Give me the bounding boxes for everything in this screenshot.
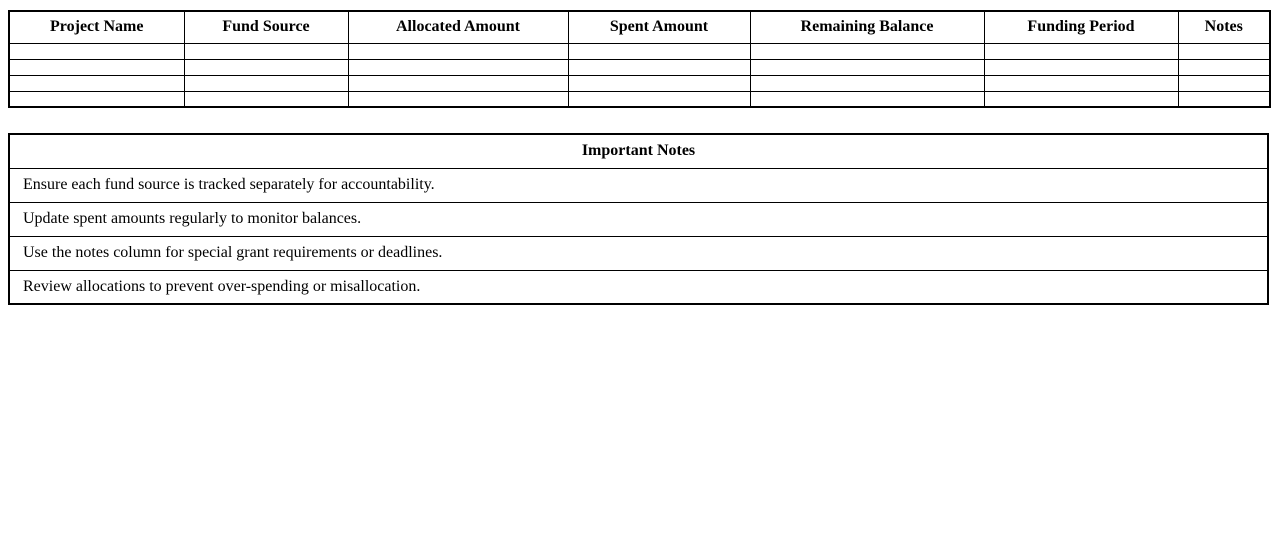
note-text: Update spent amounts regularly to monitor balances. xyxy=(9,202,1268,236)
note-text: Use the notes column for special grant requirements or deadlines. xyxy=(9,236,1268,270)
column-header-fund-source: Fund Source xyxy=(184,11,348,43)
cell-project-name[interactable] xyxy=(9,59,184,75)
note-text: Review allocations to prevent over-spending or misallocation. xyxy=(9,270,1268,304)
cell-remaining-balance[interactable] xyxy=(750,43,984,59)
cell-funding-period[interactable] xyxy=(984,59,1178,75)
tracker-empty-row xyxy=(9,43,1270,59)
note-row xyxy=(9,202,1268,236)
cell-fund-source[interactable] xyxy=(184,59,348,75)
cell-remaining-balance[interactable] xyxy=(750,91,984,107)
cell-notes[interactable] xyxy=(1178,59,1270,75)
column-header-allocated-amount: Allocated Amount xyxy=(348,11,568,43)
cell-fund-source[interactable] xyxy=(184,43,348,59)
note-row xyxy=(9,236,1268,270)
note-text: Ensure each fund source is tracked separately for accountability. xyxy=(9,168,1268,202)
column-header-notes: Notes xyxy=(1178,11,1270,43)
note-row xyxy=(9,168,1268,202)
cell-allocated-amount[interactable] xyxy=(348,75,568,91)
cell-allocated-amount[interactable] xyxy=(348,59,568,75)
column-header-project-name: Project Name xyxy=(9,11,184,43)
cell-allocated-amount[interactable] xyxy=(348,43,568,59)
tracker-empty-row xyxy=(9,75,1270,91)
notes-table-title: Important Notes xyxy=(9,134,1268,168)
cell-allocated-amount[interactable] xyxy=(348,91,568,107)
column-header-funding-period: Funding Period xyxy=(984,11,1178,43)
cell-spent-amount[interactable] xyxy=(568,43,750,59)
cell-fund-source[interactable] xyxy=(184,75,348,91)
note-row xyxy=(9,270,1268,304)
cell-notes[interactable] xyxy=(1178,75,1270,91)
cell-project-name[interactable] xyxy=(9,75,184,91)
grant-tracker-table xyxy=(8,10,1271,108)
cell-remaining-balance[interactable] xyxy=(750,75,984,91)
cell-project-name[interactable] xyxy=(9,91,184,107)
cell-funding-period[interactable] xyxy=(984,43,1178,59)
cell-spent-amount[interactable] xyxy=(568,59,750,75)
cell-notes[interactable] xyxy=(1178,91,1270,107)
cell-fund-source[interactable] xyxy=(184,91,348,107)
tracker-empty-row xyxy=(9,59,1270,75)
tracker-empty-row xyxy=(9,91,1270,107)
column-header-spent-amount: Spent Amount xyxy=(568,11,750,43)
cell-spent-amount[interactable] xyxy=(568,91,750,107)
cell-funding-period[interactable] xyxy=(984,91,1178,107)
tracker-header-row xyxy=(9,11,1270,43)
notes-header-row xyxy=(9,134,1268,168)
important-notes-table xyxy=(8,133,1269,305)
cell-remaining-balance[interactable] xyxy=(750,59,984,75)
cell-notes[interactable] xyxy=(1178,43,1270,59)
cell-spent-amount[interactable] xyxy=(568,75,750,91)
cell-project-name[interactable] xyxy=(9,43,184,59)
cell-funding-period[interactable] xyxy=(984,75,1178,91)
column-header-remaining-balance: Remaining Balance xyxy=(750,11,984,43)
